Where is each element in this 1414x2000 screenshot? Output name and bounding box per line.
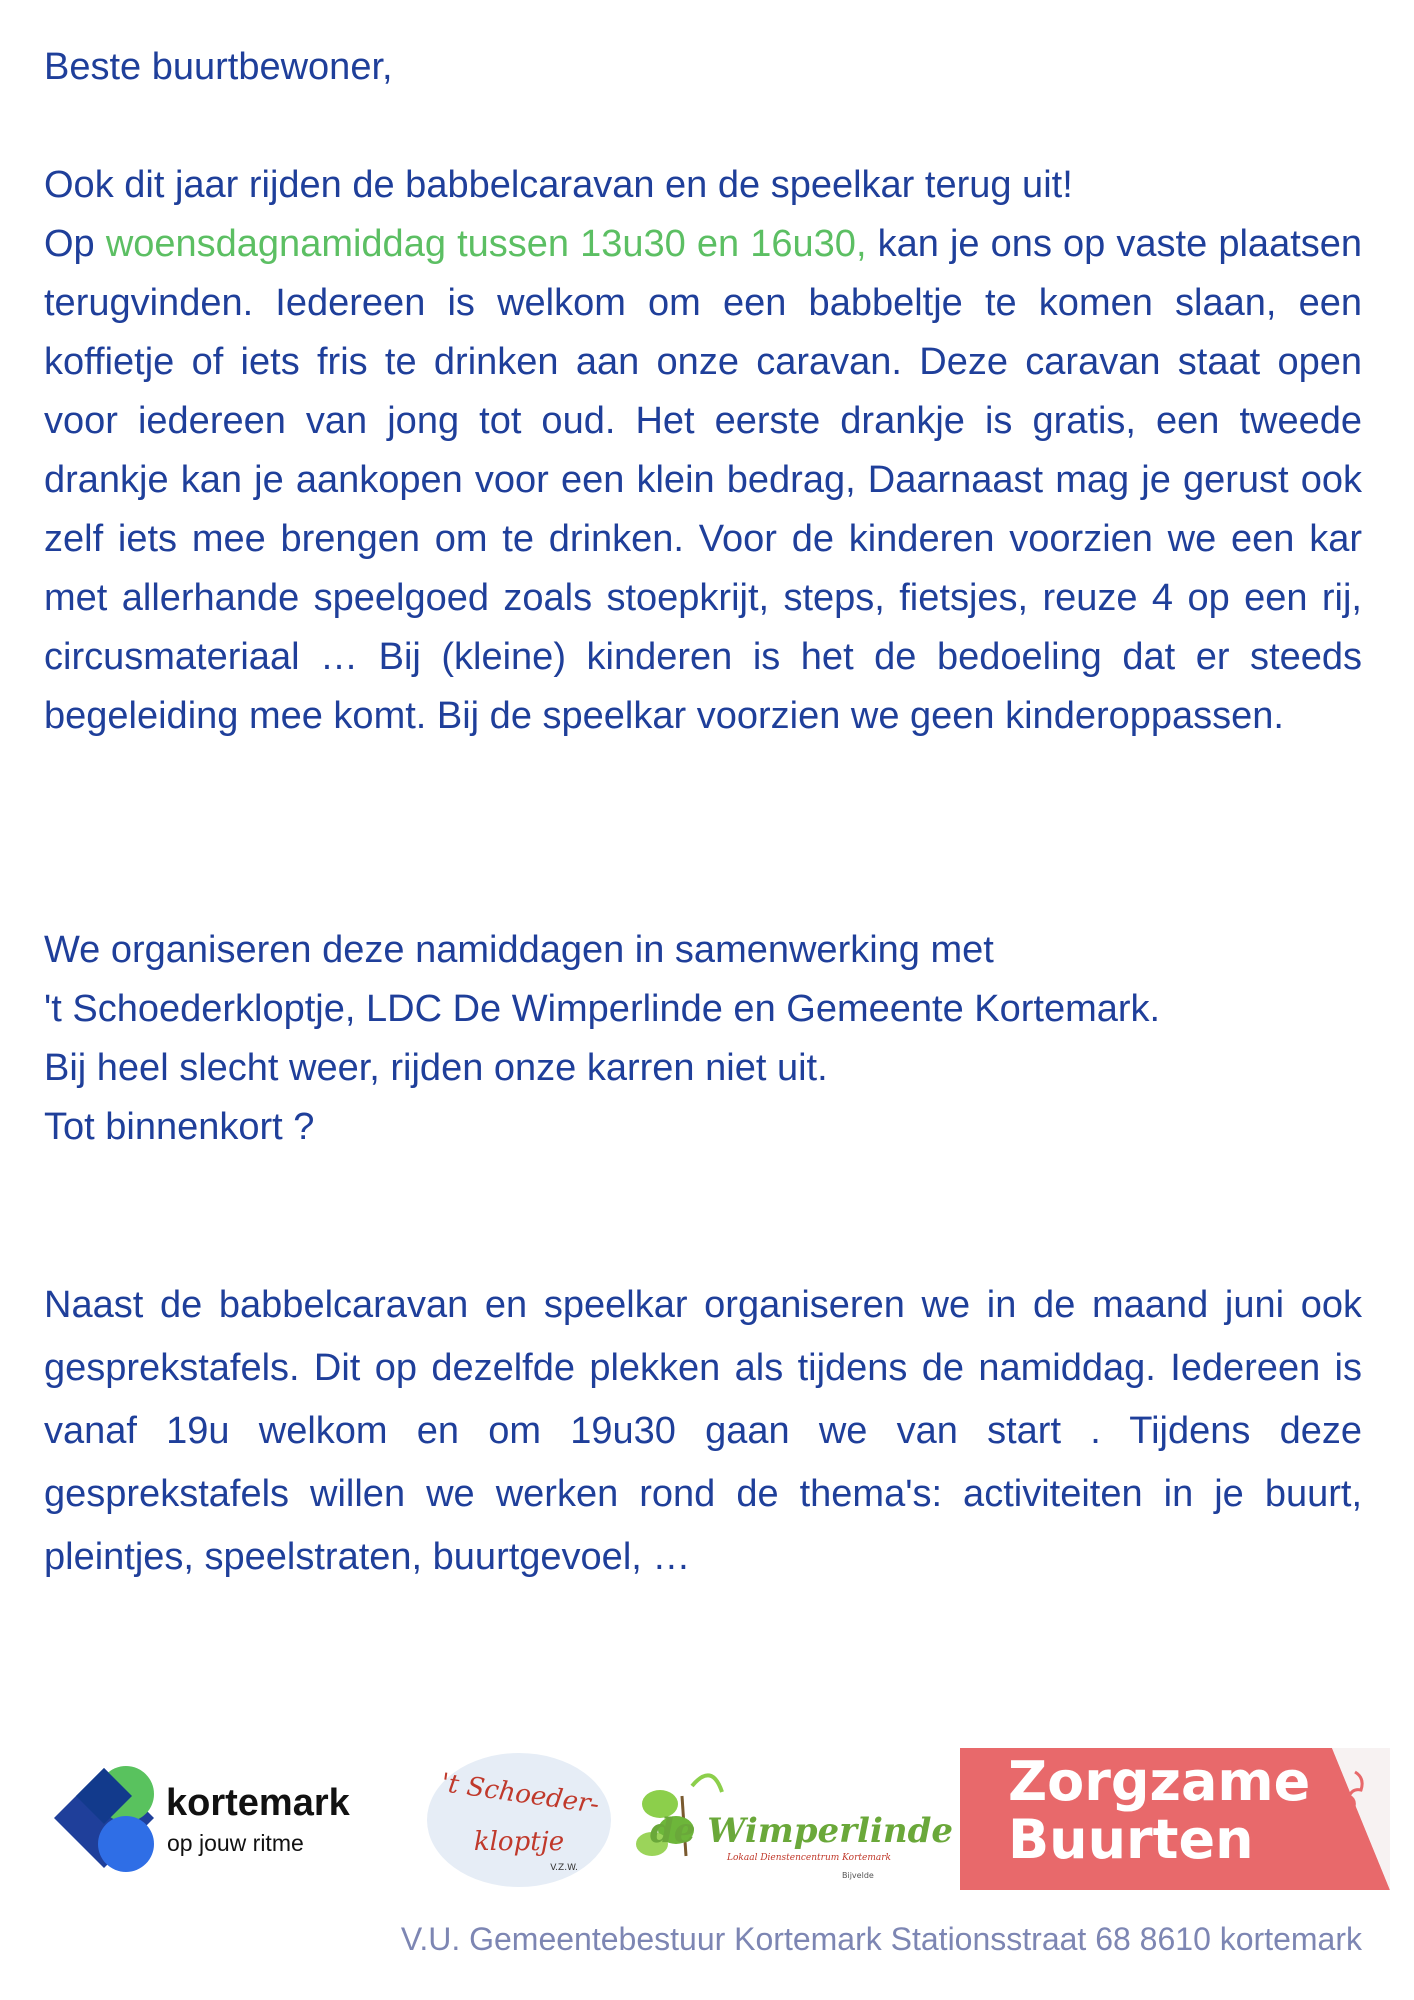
cooperation-line-1: We organiseren deze namiddagen in samenwerking met [44, 929, 994, 971]
zorgzame-line-1: Zorgzame [1008, 1750, 1311, 1813]
zorgzame-line-2: Buurten [1008, 1808, 1254, 1871]
schoederkloptje-line-1: 't Schoeder- [439, 1768, 602, 1821]
intro-first-line: Ook dit jaar rijden de babbelcaravan en de speelkar terug uit! [44, 164, 1073, 206]
schoederkloptje-line-3: V.Z.W. [550, 1863, 578, 1873]
intro-paragraph [44, 156, 1362, 746]
wimperlinde-small-label: Bijvelde [842, 1871, 874, 1880]
closing-line: Tot binnenkort ? [44, 1106, 315, 1148]
footer-publisher: V.U. Gemeentebestuur Kortemark Stationsstraat 68 8610 kortemark [400, 1921, 1362, 1957]
intro-rest: kan je ons op vaste plaatsen terugvinden. Iedereen is welkom om een babbeltje te komen slaan, een koffietje of iets fris te drinken aan onze caravan. Deze caravan staat open voor iedereen van jong tot oud. Het eerste drankje is gratis, een tweede drankje kan je aankopen voor een klein bedrag, Daarnaast mag je gerust ook zelf iets mee brengen om te drinken. Voor de kinderen voorzien we een kar met allerhande speelgoed zoals stoepkrijt, steps, fietsjes, reuze 4 op een rij, circusmateriaal … Bij (kleine) kinderen is het de bedoeling dat er steeds begeleiding mee komt. Bij de speelkar voorzien we geen kinderoppassen. [44, 223, 1363, 737]
schoederkloptje-badge-icon [424, 1750, 614, 1890]
zorgzame-buurten-logo [960, 1748, 1390, 1890]
kortemark-mark-icon [42, 1760, 162, 1880]
intro-body [44, 215, 1362, 746]
greeting: Beste buurtbewoner, [44, 46, 393, 88]
cooperation-line-2: 't Schoederkloptje, LDC De Wimperlinde en Gemeente Kortemark. [44, 988, 1161, 1030]
schoederkloptje-logo [424, 1750, 614, 1890]
kortemark-tagline: op jouw ritme [167, 1830, 304, 1856]
cooperation-paragraph [44, 921, 1362, 1157]
wimperlinde-name: de Wimperlinde [650, 1811, 953, 1851]
kortemark-logo [42, 1760, 372, 1880]
schoederkloptje-line-2: kloptje [473, 1827, 565, 1857]
kortemark-name: kortemark [166, 1782, 350, 1824]
weather-line: Bij heel slecht weer, rijden onze karren niet uit. [44, 1047, 828, 1089]
wimperlinde-logo [632, 1756, 953, 1888]
time-highlight: woensdagnamiddag tussen 13u30 en 16u30, [105, 223, 867, 265]
wimperlinde-subtitle: Lokaal Dienstencentrum Kortemark [727, 1853, 891, 1863]
wimperlinde-leaves-icon [632, 1756, 953, 1888]
partner-logos [0, 1740, 1414, 1900]
intro-op: Op [44, 223, 106, 265]
gesprekstafels-paragraph: Naast de babbelcaravan en speelkar organiseren we in de maand juni ook gesprekstafels. Dit op dezelfde plekken als tijdens de namiddag. Iedereen is vanaf 19u welkom en om 19u30 gaan we van start . Tijdens deze gesprekstafels willen we werken rond de thema's: activiteiten in je buurt, pleintjes, speelstraten, buurtgevoel, … [44, 1284, 1362, 1578]
